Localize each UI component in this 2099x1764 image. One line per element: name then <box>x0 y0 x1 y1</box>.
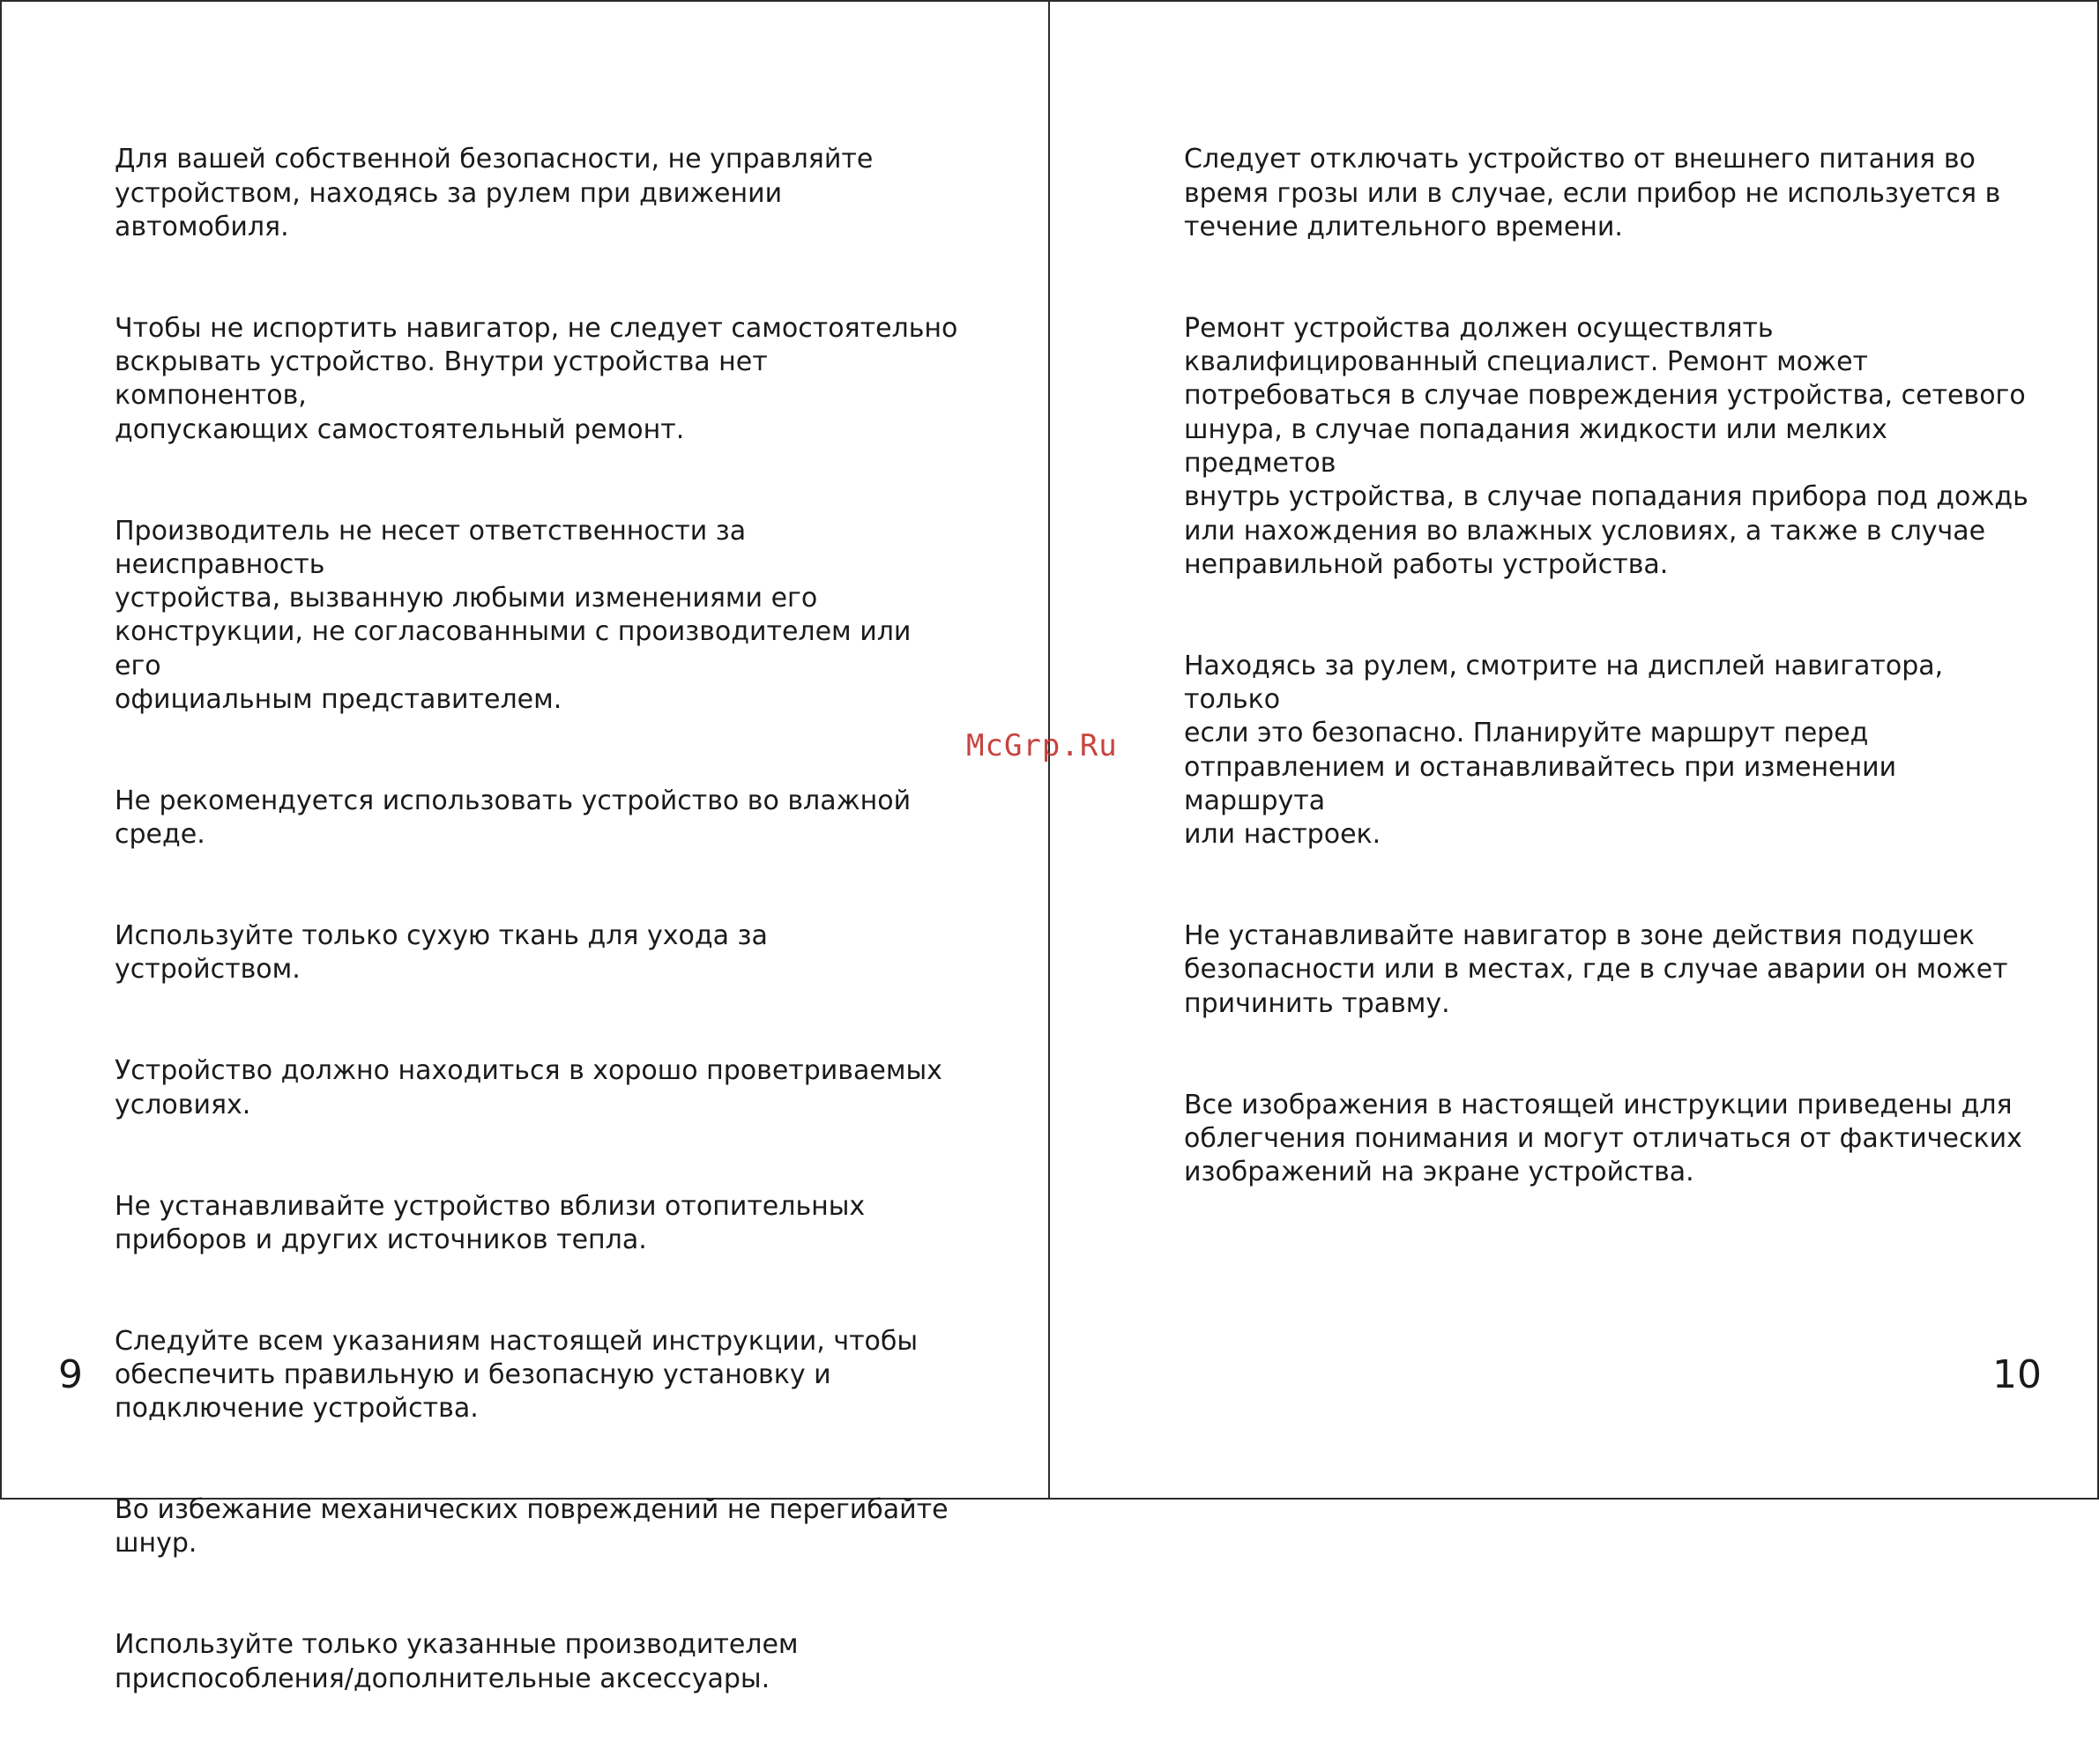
paragraph: Используйте только указанные производителем приспособления/дополнительные аксессуары. <box>115 1629 799 1694</box>
paragraph: Следует отключать устройство от внешнего питания во время грозы или в случае, если прибор не используется в течение длительного времени. <box>1184 144 2001 242</box>
paragraph: Чтобы не испортить навигатор, не следует самостоятельно вскрывать устройство. Внутри устройства нет компонентов, допускающих самостоятельный ремонт. <box>115 312 958 445</box>
left-page <box>0 0 1048 1694</box>
paragraph: Не устанавливайте навигатор в зоне действия подушек безопасности или в местах, где в случае аварии он может причинить травму. <box>1184 920 2008 1019</box>
paragraph: Все изображения в настоящей инструкции приведены для облегчения понимания и могут отличаться от фактических изображений на экране устройства. <box>1184 1089 2022 1188</box>
left-page-text <box>115 109 961 1764</box>
page-number: 10 <box>1992 1352 2042 1397</box>
right-page <box>1050 0 2098 1500</box>
paragraph: Используйте только сухую ткань для ухода за устройством. <box>115 920 768 986</box>
paragraph: Производитель не несет ответственности за неисправность устройства, вызванную любыми изменениями его конструкции, не согласованными с производителем или его официальным представителем. <box>115 515 912 716</box>
paragraph: Не устанавливайте устройство вблизи отопительных приборов и других источников тепла. <box>115 1190 866 1255</box>
paragraph: Следуйте всем указаниям настоящей инструкции, чтобы обеспечить правильную и безопасную установку и подключение устройства. <box>115 1325 919 1425</box>
paragraph: Ремонт устройства должен осуществлять квалифицированный специалист. Ремонт может потребоваться в случае повреждения устройства, сетевого шнура, в случае попадания жидкости или мелких предметов внутрь устройства, в случае попадания прибора под дождь или нахождения во влажных условиях, а также в случае неправильной работы устройства. <box>1184 312 2028 580</box>
watermark: McGrp.Ru <box>966 728 1118 763</box>
right-page-text <box>1184 109 2030 1257</box>
paragraph: Для вашей собственной безопасности, не управляйте устройством, находясь за рулем при движении автомобиля. <box>115 144 874 242</box>
paragraph: Находясь за рулем, смотрите на дисплей навигатора, только если это безопасно. Планируйте маршрут перед отправлением и останавливайтесь при изменении маршрута или настроек. <box>1184 650 1944 851</box>
paragraph: Устройство должно находиться в хорошо проветриваемых условиях. <box>115 1055 942 1120</box>
paragraph: Во избежание механических повреждений не перегибайте шнур. <box>115 1494 949 1559</box>
page-number: 9 <box>58 1352 83 1397</box>
paragraph: Не рекомендуется использовать устройство во влажной среде. <box>115 785 912 851</box>
